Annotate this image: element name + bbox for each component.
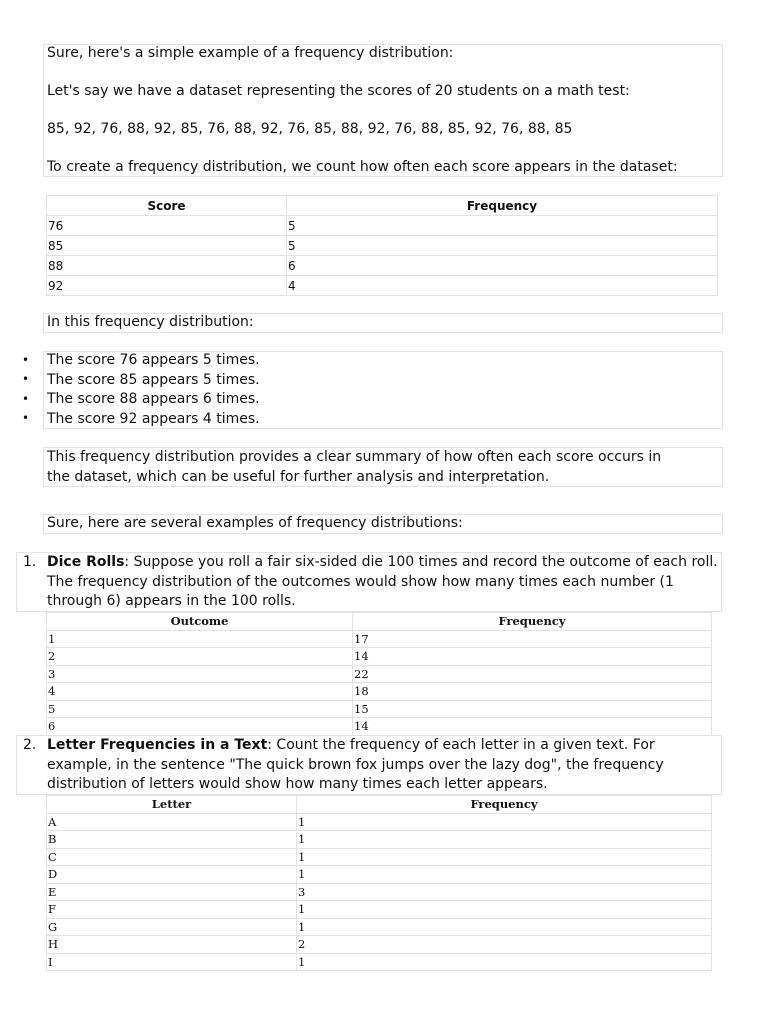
cell: 17 bbox=[353, 630, 712, 648]
cell: 2 bbox=[47, 648, 353, 666]
letter-header: Letter bbox=[47, 796, 297, 814]
example-1-text: : Suppose you roll a fair six-sided die 100 times and record the outcome of each roll. The frequency distribution of the outcomes would show how many times each number (1 through 6) appears in the 100 rolls. bbox=[47, 554, 718, 609]
intro-line-1: Sure, here's a simple example of a frequency distribution: bbox=[47, 45, 454, 61]
cell: 14 bbox=[353, 718, 712, 736]
frequency-header: Frequency bbox=[287, 196, 718, 216]
list-item: The score 92 appears 4 times. bbox=[47, 411, 260, 427]
list-item: The score 88 appears 6 times. bbox=[47, 391, 260, 407]
example-2-title: Letter Frequencies in a Text bbox=[47, 737, 268, 753]
bullet-dot: • bbox=[22, 372, 30, 386]
table-row bbox=[47, 256, 718, 276]
cell: 1 bbox=[297, 831, 712, 849]
cell: H bbox=[47, 936, 297, 954]
cell: 3 bbox=[47, 665, 353, 683]
score-table bbox=[46, 195, 718, 296]
cell: 85 bbox=[47, 236, 287, 256]
cell: A bbox=[47, 813, 297, 831]
example-1-title: Dice Rolls bbox=[47, 554, 125, 570]
example-1-paragraph bbox=[47, 553, 722, 612]
cell: 1 bbox=[297, 918, 712, 936]
table-row bbox=[47, 813, 712, 831]
list-item: The score 85 appears 5 times. bbox=[47, 372, 260, 388]
cell: D bbox=[47, 866, 297, 884]
frequency-header: Frequency bbox=[353, 613, 712, 631]
examples-intro: Sure, here are several examples of frequency distributions: bbox=[47, 515, 463, 531]
table-row bbox=[47, 216, 718, 236]
summary-paragraph: This frequency distribution provides a clear summary of how often each score occurs in the dataset, which can be useful for further analysis and interpretation. bbox=[47, 449, 662, 485]
cell: 5 bbox=[47, 700, 353, 718]
dataset-values: 85, 92, 76, 88, 92, 85, 76, 88, 92, 76, 85, 88, 92, 76, 88, 85, 92, 76, 88, 85 bbox=[47, 121, 573, 137]
table-row bbox=[47, 683, 712, 701]
table-row bbox=[47, 648, 712, 666]
dice-table bbox=[46, 612, 712, 736]
cell: B bbox=[47, 831, 297, 849]
example-1-number: 1. bbox=[23, 554, 37, 570]
table-row bbox=[47, 953, 712, 971]
cell: 1 bbox=[297, 901, 712, 919]
intro-line-2: Let's say we have a dataset representing the scores of 20 students on a math test: bbox=[47, 83, 630, 99]
cell: E bbox=[47, 883, 297, 901]
table-row bbox=[47, 866, 712, 884]
example-2-paragraph bbox=[47, 736, 722, 795]
table-row bbox=[47, 700, 712, 718]
bullet-dot: • bbox=[22, 353, 30, 367]
table-row bbox=[47, 901, 712, 919]
cell: 4 bbox=[287, 276, 718, 296]
intro-line-4: To create a frequency distribution, we count how often each score appears in the dataset: bbox=[47, 159, 678, 175]
example-2-text: : Count the frequency of each letter in a given text. For example, in the sentence "The quick brown fox jumps over the lazy dog", the frequency distribution of letters would show how many times each letter appears. bbox=[47, 737, 664, 792]
cell: G bbox=[47, 918, 297, 936]
cell: F bbox=[47, 901, 297, 919]
outcome-header: Outcome bbox=[47, 613, 353, 631]
list-item: The score 76 appears 5 times. bbox=[47, 352, 260, 368]
cell: 5 bbox=[287, 216, 718, 236]
cell: 4 bbox=[47, 683, 353, 701]
cell: 1 bbox=[47, 630, 353, 648]
table-row bbox=[47, 718, 712, 736]
cell: 76 bbox=[47, 216, 287, 236]
cell: 5 bbox=[287, 236, 718, 256]
example-2-number: 2. bbox=[23, 737, 37, 753]
table-row bbox=[47, 831, 712, 849]
table-row bbox=[47, 883, 712, 901]
table-row bbox=[47, 665, 712, 683]
cell: I bbox=[47, 953, 297, 971]
cell: 92 bbox=[47, 276, 287, 296]
in-this-heading: In this frequency distribution: bbox=[47, 314, 254, 330]
cell: 3 bbox=[297, 883, 712, 901]
table-row bbox=[47, 630, 712, 648]
cell: 6 bbox=[47, 718, 353, 736]
cell: 14 bbox=[353, 648, 712, 666]
cell: 18 bbox=[353, 683, 712, 701]
cell: 1 bbox=[297, 813, 712, 831]
table-row bbox=[47, 236, 718, 256]
score-header: Score bbox=[47, 196, 287, 216]
cell: 2 bbox=[297, 936, 712, 954]
cell: C bbox=[47, 848, 297, 866]
cell: 1 bbox=[297, 848, 712, 866]
frequency-header: Frequency bbox=[297, 796, 712, 814]
letter-table bbox=[46, 795, 712, 971]
cell: 88 bbox=[47, 256, 287, 276]
cell: 1 bbox=[297, 953, 712, 971]
bullet-dot: • bbox=[22, 392, 30, 406]
cell: 1 bbox=[297, 866, 712, 884]
table-row bbox=[47, 918, 712, 936]
cell: 15 bbox=[353, 700, 712, 718]
table-row bbox=[47, 848, 712, 866]
bullet-dot: • bbox=[22, 411, 30, 425]
cell: 22 bbox=[353, 665, 712, 683]
table-row bbox=[47, 936, 712, 954]
cell: 6 bbox=[287, 256, 718, 276]
table-row bbox=[47, 276, 718, 296]
